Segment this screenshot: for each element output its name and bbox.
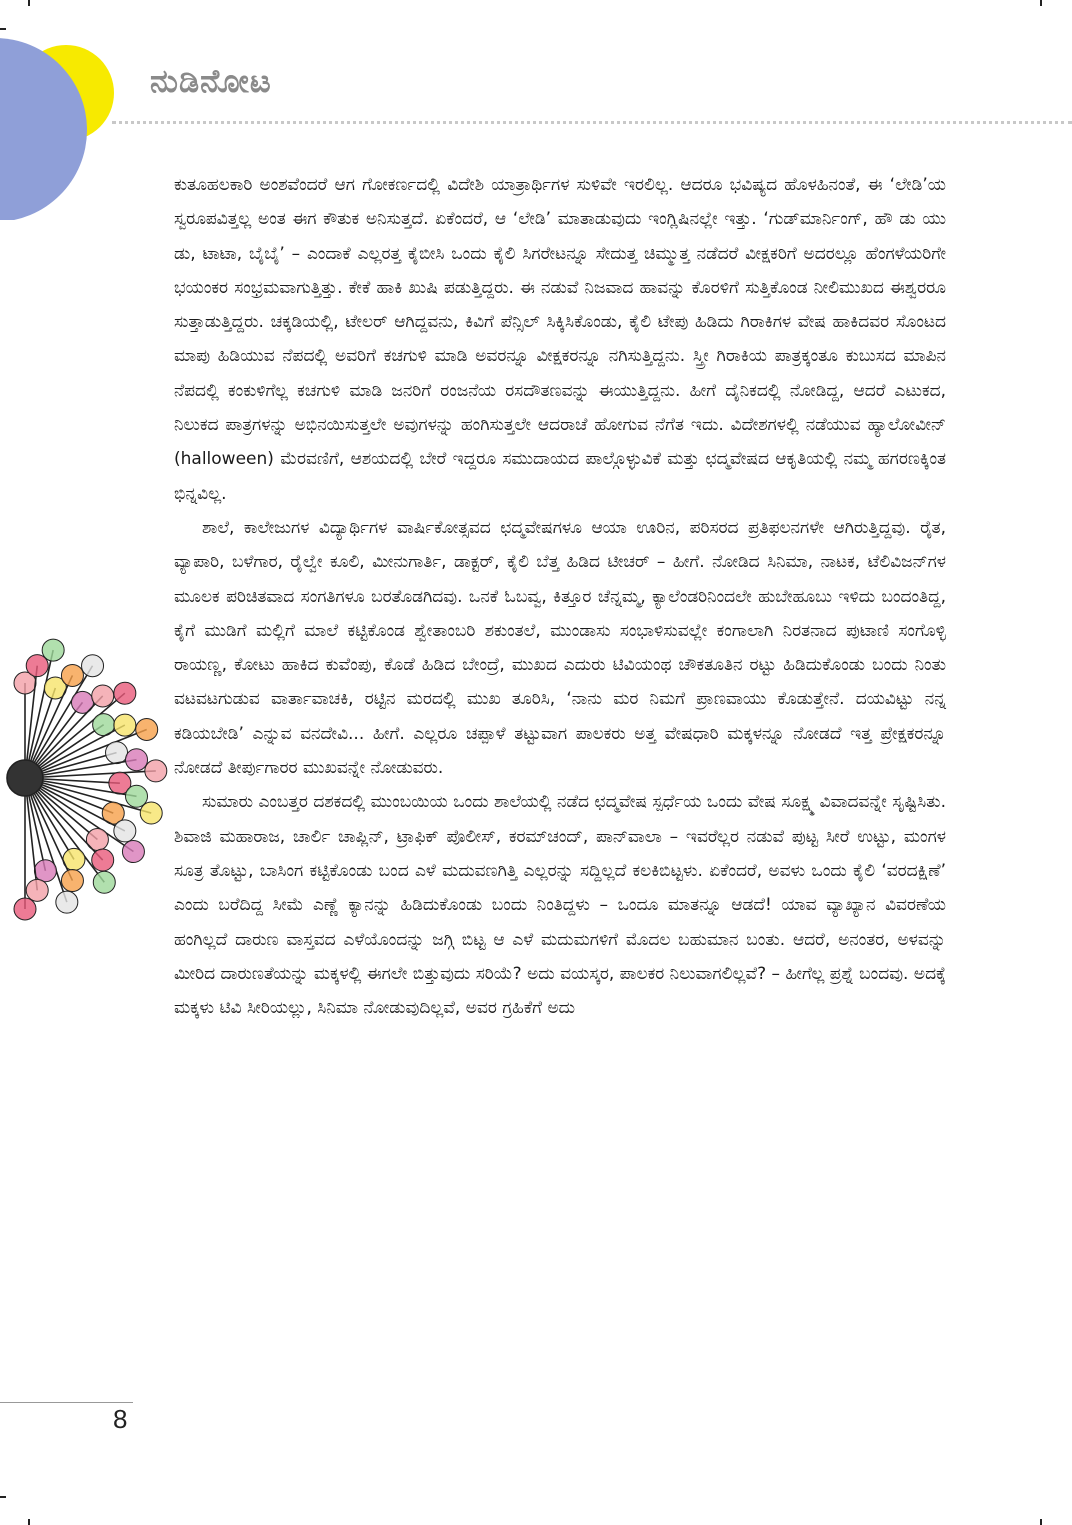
flower-petal — [114, 714, 136, 736]
flower-petal — [136, 719, 158, 741]
crop-mark — [28, 1519, 30, 1525]
flower-petal — [61, 664, 83, 686]
crop-mark — [0, 1496, 6, 1498]
flower-petal — [26, 879, 48, 901]
header-circles-decoration — [0, 0, 130, 220]
section-title: ನುಡಿನೋಟ — [150, 62, 272, 100]
flower-petal — [106, 742, 128, 764]
footer-rule — [0, 1402, 133, 1403]
crop-mark — [1040, 0, 1042, 6]
crop-mark — [1040, 1519, 1042, 1525]
flower-petal — [42, 639, 64, 661]
flower-petal — [114, 820, 136, 842]
flower-petal — [82, 655, 104, 677]
flower-petal — [14, 898, 36, 920]
flower-petal — [34, 860, 56, 882]
page-number: 8 — [113, 1404, 128, 1434]
flower-petal — [93, 871, 115, 893]
flower-petal — [61, 870, 83, 892]
flower-petal — [140, 802, 162, 824]
flower-doodle-icon — [0, 628, 170, 938]
flower-petal — [92, 849, 114, 871]
flower-petal — [92, 685, 114, 707]
article-body — [174, 168, 946, 1025]
flower-petal — [122, 841, 144, 863]
paragraph: ಶಾಲೆ, ಕಾಲೇಜುಗಳ ವಿದ್ಯಾರ್ಥಿಗಳ ವಾರ್ಷಿಕೋತ್ಸವದ ಛದ್ಮವೇಷಗಳೂ ಆಯಾ ಊರಿನ, ಪರಿಸರದ ಪ್ರತಿಫಲನಗಳೇ ಆಗಿರುತ್ತಿದ್ದವು. ರೈತ, ವ್ಯಾಪಾರಿ, ಬಳೆಗಾರ, ರೈಲ್ವೇ ಕೂಲಿ, ಮೀನುಗಾರ್ತಿ, ಡಾಕ್ಟರ್, ಕೈಲಿ ಬೆತ್ತ ಹಿಡಿದ ಟೀಚರ್ – ಹೀಗೆ. ನೋಡಿದ ಸಿನಿಮಾ, ನಾಟಕ, ಟೆಲಿವಿಜನ್‌ಗಳ ಮೂಲಕ ಪರಿಚಿತವಾದ ಸಂಗತಿಗಳೂ ಬರತೊಡಗಿದವು. ಒನಕೆ ಓಬವ್ವ, ಕಿತ್ತೂರ ಚೆನ್ನಮ್ಮ, ಕ್ಯಾಲೆಂಡರಿನಿಂದಲೇ ಹುಬೇಹೂಬು ಇಳಿದು ಬಂದಂತಿದ್ದ, ಕೈಗೆ ಮುಡಿಗೆ ಮಲ್ಲಿಗೆ ಮಾಲೆ ಕಟ್ಟಿಕೊಂಡ ಶ್ವೇತಾಂಬರಿ ಶಕುಂತಲೆ, ಮುಂಡಾಸು ಸಂಭಾಳಿಸುವಲ್ಲೇ ಕಂಗಾಲಾಗಿ ನಿರತನಾದ ಪುಟಾಣಿ ಸಂಗೊಳ್ಳಿ ರಾಯಣ್ಣ, ಕೋಟು ಹಾಕಿದ ಕುವೆಂಪು, ಕೊಡೆ ಹಿಡಿದ ಬೇಂದ್ರೆ, ಮುಖದ ಎದುರು ಟಿವಿಯಂಥ ಚೌಕತೂತಿನ ರಟ್ಟು ಹಿಡಿದುಕೊಂಡು ಬಂದು ನಿಂತು ವಟವಟಗುಡುವ ವಾರ್ತಾವಾಚಕಿ, ರಟ್ಟಿನ ಮರದಲ್ಲಿ ಮುಖ ತೂರಿಸಿ, ‘ನಾನು ಮರ ನಿಮಗೆ ಪ್ರಾಣವಾಯು ಕೊಡುತ್ತೇನೆ. ದಯವಿಟ್ಟು ನನ್ನ ಕಡಿಯಬೇಡಿ’ ಎನ್ನುವ ವನದೇವಿ... ಹೀಗೆ. ಎಲ್ಲರೂ ಚಪ್ಪಾಳೆ ತಟ್ಟುವಾಗ ಪಾಲಕರು ಅತ್ತ ವೇಷಧಾರಿ ಮಕ್ಕಳನ್ನೂ ನೋಡದೆ ಇತ್ತ ಪ್ರೇಕ್ಷಕರನ್ನೂ ನೋಡದೆ ತೀರ್ಪುಗಾರರ ಮುಖವನ್ನೇ ನೋಡುವರು. — [174, 517, 947, 779]
header-dotted-rule — [112, 121, 1072, 124]
flower-core — [7, 760, 43, 796]
flower-petal — [114, 682, 136, 704]
flower-petal — [126, 749, 148, 771]
paragraph: ಕುತೂಹಲಕಾರಿ ಅಂಶವೆಂದರೆ ಆಗ ಗೋಕರ್ಣದಲ್ಲಿ ವಿದೇಶಿ ಯಾತ್ರಾರ್ಥಿಗಳ ಸುಳಿವೇ ಇರಲಿಲ್ಲ. ಆದರೂ ಭವಿಷ್ಯದ ಹೊಳಹಿನಂತೆ, ಈ ‘ಲೇಡಿ’ಯ ಸ್ವರೂಪವಿತ್ತಲ್ಲ ಅಂತ ಈಗ ಕೌತುಕ ಅನಿಸುತ್ತದೆ. ಏಕೆಂದರೆ, ಆ ‘ಲೇಡಿ’ ಮಾತಾಡುವುದು ಇಂಗ್ಲಿಷಿನಲ್ಲೇ ಇತ್ತು. ‘ಗುಡ್‌ಮಾರ್ನಿಂಗ್, ಹೌ ಡು ಯು ಡು, ಟಾಟಾ, ಬೈಬೈ’ – ಎಂದಾಕೆ ಎಲ್ಲರತ್ತ ಕೈಬೀಸಿ ಒಂದು ಕೈಲಿ ಸಿಗರೇಟನ್ನೂ ಸೇದುತ್ತ ಚಿಮ್ಮುತ್ತ ನಡೆದರೆ ವೀಕ್ಷಕರಿಗೆ ಅದರಲ್ಲೂ ಹೆಂಗಳೆಯರಿಗೇ ಭಯಂಕರ ಸಂಭ್ರಮವಾಗುತ್ತಿತ್ತು. ಕೇಕೆ ಹಾಕಿ ಖುಷಿ ಪಡುತ್ತಿದ್ದರು. ಈ ನಡುವೆ ನಿಜವಾದ ಹಾವನ್ನು ಕೊರಳಿಗೆ ಸುತ್ತಿಕೊಂಡ ನೀಲಿಮುಖದ ಈಶ್ವರರೂ ಸುತ್ತಾಡುತ್ತಿದ್ದರು. ಚಕ್ಕಡಿಯಲ್ಲಿ, ಟೇಲರ್ ಆಗಿದ್ದವನು, ಕಿವಿಗೆ ಪೆನ್ಸಿಲ್ ಸಿಕ್ಕಿಸಿಕೊಂಡು, ಕೈಲಿ ಟೇಪು ಹಿಡಿದು ಗಿರಾಕಿಗಳ ವೇಷ ಹಾಕಿದವರ ಸೊಂಟದ ಮಾಪು ಹಿಡಿಯುವ ನೆಪದಲ್ಲಿ ಅವರಿಗೆ ಕಚಗುಳಿ ಮಾಡಿ ಅವರನ್ನೂ ವೀಕ್ಷಕರನ್ನೂ ನಗಿಸುತ್ತಿದ್ದನು. ಸ್ತ್ರೀ ಗಿರಾಕಿಯ ಪಾತ್ರಕ್ಕಂತೂ ಕುಬುಸದ ಮಾಪಿನ ನೆಪದಲ್ಲಿ ಕಂಕುಳಿಗೆಲ್ಲ ಕಚಗುಳಿ ಮಾಡಿ ಜನರಿಗೆ ರಂಜನೆಯ ರಸದೌತಣವನ್ನು ಈಯುತ್ತಿದ್ದನು. ಹೀಗೆ ದೈನಿಕದಲ್ಲಿ ನೋಡಿದ್ದ, ಆದರೆ ಎಟುಕದ, ನಿಲುಕದ ಪಾತ್ರಗಳನ್ನು ಅಭಿನಯಿಸುತ್ತಲೇ ಅವುಗಳನ್ನು ಹಂಗಿಸುತ್ತಲೇ ಆದರಾಚೆ ಹೋಗುವ ನೆಗೆತ ಇದು. ವಿದೇಶಗಳಲ್ಲಿ ನಡೆಯುವ ಹ್ಯಾಲೋವೀನ್ (halloween) ಮೆರವಣಿಗೆ, ಆಶಯದಲ್ಲಿ ಬೇರೆ ಇದ್ದರೂ ಸಮುದಾಯದ ಪಾಲ್ಗೊಳ್ಳುವಿಕೆ ಮತ್ತು ಛದ್ಮವೇಷದ ಆಕೃತಿಯಲ್ಲಿ ನಮ್ಮ ಹಗರಣಕ್ಕಿಂತ ಭಿನ್ನವಿಲ್ಲ. — [174, 175, 946, 504]
flower-petal — [56, 891, 78, 913]
flower-petal — [145, 760, 167, 782]
paragraph: ಸುಮಾರು ಎಂಬತ್ತರ ದಶಕದಲ್ಲಿ ಮುಂಬಯಿಯ ಒಂದು ಶಾಲೆಯಲ್ಲಿ ನಡೆದ ಛದ್ಮವೇಷ ಸ್ಪರ್ಧೆಯ ಒಂದು ವೇಷ ಸೂಕ್ಷ್ಮ ವಿವಾದವನ್ನೇ ಸೃಷ್ಟಿಸಿತು. ಶಿವಾಜಿ ಮಹಾರಾಜ, ಚಾರ್ಲಿ ಚಾಪ್ಲಿನ್, ಟ್ರಾಫಿಕ್ ಪೊಲೀಸ್, ಕರಮ್‌ಚಂದ್, ಪಾನ್‌ವಾಲಾ – ಇವರೆಲ್ಲರ ನಡುವೆ ಪುಟ್ಟ ಸೀರೆ ಉಟ್ಟು, ಮಂಗಳ ಸೂತ್ರ ತೊಟ್ಟು, ಬಾಸಿಂಗ ಕಟ್ಟಿಕೊಂಡು ಬಂದ ಎಳೆ ಮದುವಣಗಿತ್ತಿ ಎಲ್ಲರನ್ನು ಸದ್ದಿಲ್ಲದೆ ಕಲಕಿಬಿಟ್ಟಳು. ಏಕೆಂದರೆ, ಅವಳು ಒಂದು ಕೈಲಿ ‘ವರದಕ್ಷಿಣೆ’ ಎಂದು ಬರೆದಿದ್ದ ಸೀಮೆ ಎಣ್ಣೆ ಕ್ಯಾನನ್ನು ಹಿಡಿದುಕೊಂಡು ಬಂದು ನಿಂತಿದ್ದಳು – ಒಂದೂ ಮಾತನ್ನೂ ಆಡದೆ! ಯಾವ ವ್ಯಾಖ್ಯಾನ ವಿವರಣೆಯ ಹಂಗಿಲ್ಲದೆ ದಾರುಣ ವಾಸ್ತವದ ಎಳೆಯೊಂದನ್ನು ಜಗ್ಗಿ ಬಿಟ್ಟ ಆ ಎಳೆ ಮದುಮಗಳಿಗೆ ಮೊದಲ ಬಹುಮಾನ ಬಂತು. ಆದರೆ, ಅನಂತರ, ಅಳವನ್ನು ಮೀರಿದ ದಾರುಣತೆಯನ್ನು ಮಕ್ಕಳಲ್ಲಿ ಈಗಲೇ ಬಿತ್ತುವುದು ಸರಿಯೆ? ಅದು ವಯಸ್ಕರ, ಪಾಲಕರ ನಿಲುವಾಗಲಿಲ್ಲವೆ? – ಹೀಗೆಲ್ಲ ಪ್ರಶ್ನೆ ಬಂದವು. ಅದಕ್ಕೆ ಮಕ್ಕಳು ಟಿವಿ ಸೀರಿಯಲ್ಲು, ಸಿನಿಮಾ ನೋಡುವುದಿಲ್ಲವೆ, ಅವರ ಗ್ರಹಿಕೆಗೆ ಅದು — [174, 792, 946, 1019]
